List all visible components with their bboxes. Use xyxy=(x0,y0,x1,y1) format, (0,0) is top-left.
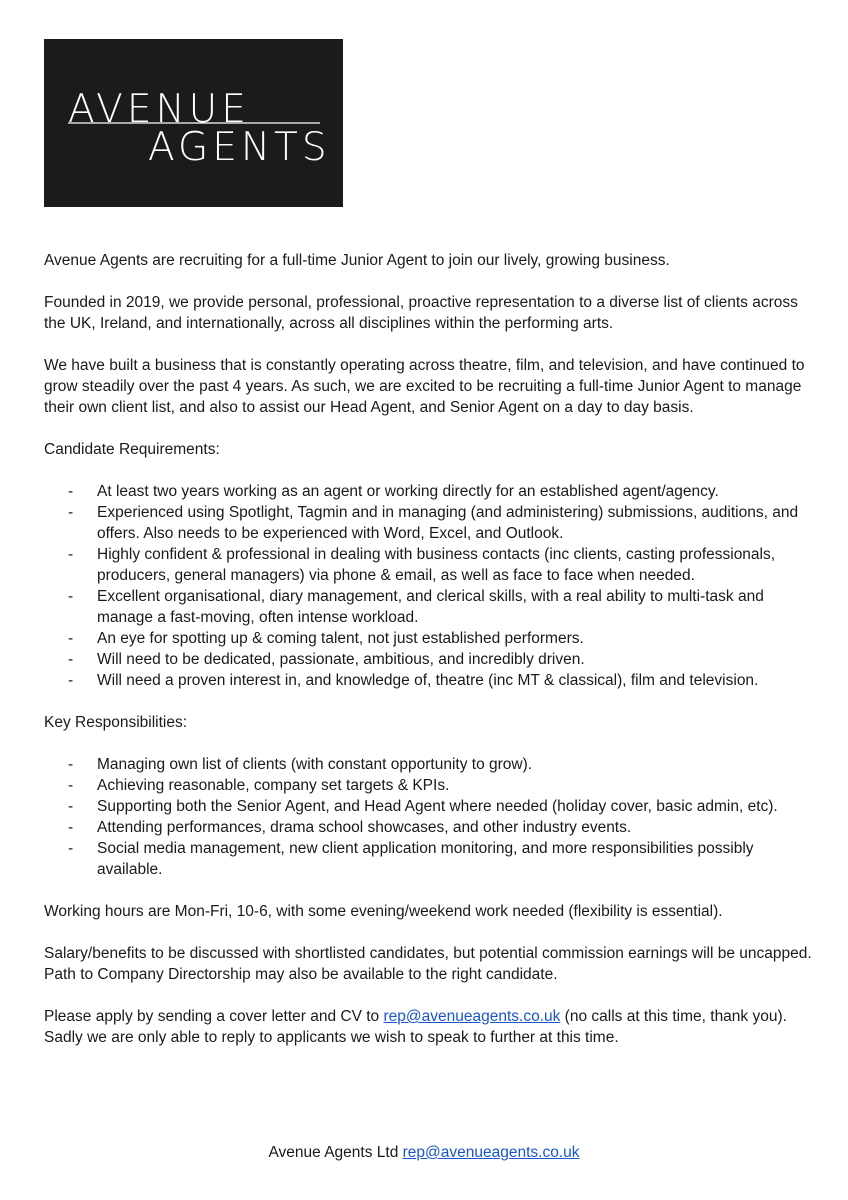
apply-email-link[interactable]: rep@avenueagents.co.uk xyxy=(383,1008,561,1025)
salary-paragraph: Salary/benefits to be discussed with shortlisted candidates, but potential commission earnings will be uncapped. xyxy=(44,945,812,962)
dash-marker: - xyxy=(68,756,74,773)
directorship-paragraph: Path to Company Directorship may also be available to the right candidate. xyxy=(44,966,558,983)
responsibilities-list xyxy=(44,754,814,880)
dash-marker: - xyxy=(68,819,74,836)
list-item: - Will need a proven interest in, and knowledge of, theatre (inc MT & classical), film and television. xyxy=(68,672,759,689)
list-item: - At least two years working as an agent or working directly for an established agent/agency. xyxy=(68,483,719,500)
list-item: - Achieving reasonable, company set targets & KPIs. xyxy=(68,777,450,794)
dash-marker: - xyxy=(68,483,74,500)
list-item: - An eye for spotting up & coming talent, not just established performers. xyxy=(68,630,584,647)
list-item: - Highly confident & professional in dealing with business contacts (inc clients, casting professionals, producers, general managers) via phone & email, as well as face to face when needed. xyxy=(68,546,776,584)
dash-marker: - xyxy=(68,798,74,815)
list-item: - Supporting both the Senior Agent, and Head Agent where needed (holiday cover, basic admin, etc). xyxy=(68,798,778,815)
footer-company: Avenue Agents Ltd xyxy=(268,1144,399,1161)
founded-paragraph: Founded in 2019, we provide personal, professional, proactive representation to a diverse list of clients across the UK, Ireland, and internationally, across all disciplines within the performing arts. xyxy=(44,294,798,332)
dash-marker: - xyxy=(68,630,74,647)
responsibilities-heading: Key Responsibilities: xyxy=(44,714,188,731)
logo-line-1: AVENUE xyxy=(68,87,250,132)
footer-email-link[interactable]: rep@avenueagents.co.uk xyxy=(402,1144,580,1161)
logo-line-2: AGENTS xyxy=(148,125,331,170)
list-item: - Will need to be dedicated, passionate, ambitious, and incredibly driven. xyxy=(68,651,585,668)
working-hours-paragraph: Working hours are Mon-Fri, 10-6, with some evening/weekend work needed (flexibility is essential). xyxy=(44,903,723,920)
job-posting-body xyxy=(44,250,814,1069)
list-item: - Social media management, new client application monitoring, and more responsibilities possibly available. xyxy=(68,840,754,878)
dash-marker: - xyxy=(68,588,74,605)
dash-marker: - xyxy=(68,504,74,521)
dash-marker: - xyxy=(68,651,74,668)
list-item: - Experienced using Spotlight, Tagmin and in managing (and administering) submissions, auditions, and offers. Also needs to be experienced with Word, Excel, and Outlook. xyxy=(68,504,799,542)
logo-wordmark xyxy=(44,39,343,207)
business-paragraph: We have built a business that is constantly operating across theatre, film, and television, and have continued to grow steadily over the past 4 years. As such, we are excited to be recruiting a full-time Junior Agent to manage their own client list, and also to assist our Head Agent, and Senior Agent on a day to day basis. xyxy=(44,357,805,416)
requirements-heading: Candidate Requirements: xyxy=(44,441,220,458)
intro-paragraph: Avenue Agents are recruiting for a full-time Junior Agent to join our lively, growing business. xyxy=(44,252,670,269)
apply-paragraph: Please apply by sending a cover letter and CV to rep@avenueagents.co.uk (no calls at this time, thank you). Sadly we are only able to reply to applicants we wish to speak to further at this time. xyxy=(44,1008,787,1046)
footer xyxy=(0,1142,848,1163)
list-item: - Attending performances, drama school showcases, and other industry events. xyxy=(68,819,632,836)
list-item: - Managing own list of clients (with constant opportunity to grow). xyxy=(68,756,533,773)
list-item: - Excellent organisational, diary management, and clerical skills, with a real ability to multi-task and manage a fast-moving, often intense workload. xyxy=(68,588,764,626)
dash-marker: - xyxy=(68,777,74,794)
company-logo xyxy=(44,39,343,207)
dash-marker: - xyxy=(68,672,74,689)
dash-marker: - xyxy=(68,840,74,857)
requirements-list xyxy=(44,481,814,691)
dash-marker: - xyxy=(68,546,74,563)
